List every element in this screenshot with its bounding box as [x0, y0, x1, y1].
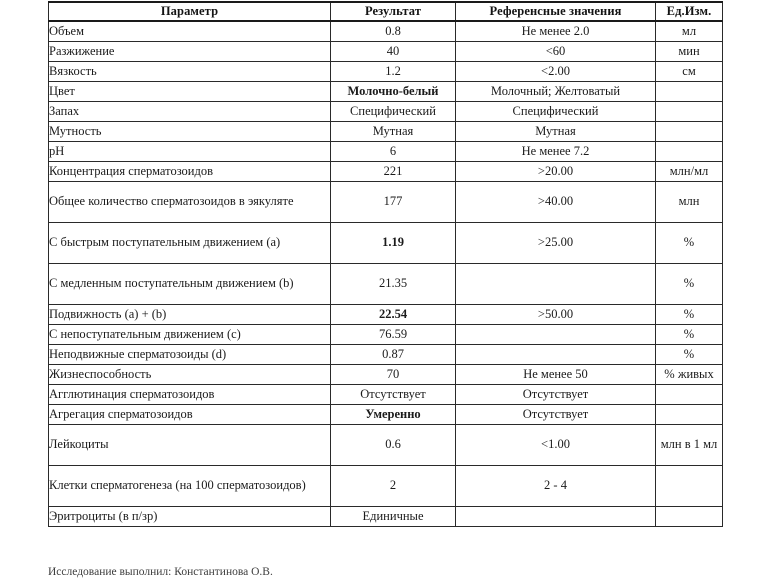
cell-unit: % [656, 223, 723, 264]
table-row [49, 425, 723, 466]
cell-parameter: С непоступательным движением (c) [49, 325, 331, 345]
cell-result: 76.59 [331, 325, 456, 345]
cell-parameter: Вязкость [49, 62, 331, 82]
table-row [49, 466, 723, 507]
cell-reference-range: <2.00 [456, 62, 656, 82]
cell-parameter: Лейкоциты [49, 425, 331, 466]
cell-reference-range: >25.00 [456, 223, 656, 264]
table-row [49, 82, 723, 102]
cell-result: 22.54 [331, 305, 456, 325]
cell-parameter: Цвет [49, 82, 331, 102]
cell-result: Умеренно [331, 405, 456, 425]
cell-parameter: pH [49, 142, 331, 162]
table-header [49, 2, 723, 21]
cell-unit: см [656, 62, 723, 82]
cell-unit [656, 102, 723, 122]
cell-result: 70 [331, 365, 456, 385]
cell-reference-range: >40.00 [456, 182, 656, 223]
table-row [49, 325, 723, 345]
cell-result: 221 [331, 162, 456, 182]
cell-unit: млн в 1 мл [656, 425, 723, 466]
cell-parameter: Жизнеспособность [49, 365, 331, 385]
table-row [49, 507, 723, 527]
cell-result: 6 [331, 142, 456, 162]
cell-unit [656, 466, 723, 507]
cell-result: 0.6 [331, 425, 456, 466]
table-header-row [49, 2, 723, 21]
cell-result: 0.8 [331, 21, 456, 42]
table-row [49, 264, 723, 305]
cell-unit [656, 142, 723, 162]
lab-results-table-container [48, 1, 722, 527]
table-row [49, 62, 723, 82]
cell-result: Отсутствует [331, 385, 456, 405]
cell-unit [656, 122, 723, 142]
table-row [49, 385, 723, 405]
cell-reference-range: <1.00 [456, 425, 656, 466]
cell-parameter: Эритроциты (в п/зр) [49, 507, 331, 527]
cell-unit: мин [656, 42, 723, 62]
cell-unit [656, 405, 723, 425]
lab-results-table [48, 1, 723, 527]
cell-result: 177 [331, 182, 456, 223]
cell-reference-range: Не менее 50 [456, 365, 656, 385]
cell-result: 40 [331, 42, 456, 62]
cell-unit: % [656, 345, 723, 365]
table-row [49, 223, 723, 264]
cell-result: 2 [331, 466, 456, 507]
cell-parameter: Запах [49, 102, 331, 122]
table-row [49, 21, 723, 42]
cell-reference-range: Отсутствует [456, 385, 656, 405]
table-row [49, 305, 723, 325]
cell-parameter: С быстрым поступательным движением (a) [49, 223, 331, 264]
cell-unit [656, 82, 723, 102]
cell-unit: млн [656, 182, 723, 223]
cell-result: 1.2 [331, 62, 456, 82]
column-header-parameter: Параметр [49, 2, 331, 21]
cell-unit: % [656, 264, 723, 305]
cell-parameter: Клетки сперматогенеза (на 100 сперматозоидов) [49, 466, 331, 507]
cell-result: Мутная [331, 122, 456, 142]
cell-reference-range: 2 - 4 [456, 466, 656, 507]
table-row [49, 102, 723, 122]
cell-reference-range: Не менее 7.2 [456, 142, 656, 162]
cell-parameter: Объем [49, 21, 331, 42]
cell-reference-range [456, 325, 656, 345]
performed-by-note: Исследование выполнил: Константинова О.В. [48, 566, 273, 578]
cell-reference-range: Специфический [456, 102, 656, 122]
cell-reference-range [456, 507, 656, 527]
cell-parameter: Разжижение [49, 42, 331, 62]
cell-unit: % [656, 325, 723, 345]
cell-result: 21.35 [331, 264, 456, 305]
cell-reference-range [456, 264, 656, 305]
cell-reference-range: Мутная [456, 122, 656, 142]
cell-reference-range [456, 345, 656, 365]
cell-unit: мл [656, 21, 723, 42]
cell-reference-range: Не менее 2.0 [456, 21, 656, 42]
cell-reference-range: >50.00 [456, 305, 656, 325]
table-row [49, 365, 723, 385]
cell-result: Специфический [331, 102, 456, 122]
table-row [49, 405, 723, 425]
cell-reference-range: Молочный; Желтоватый [456, 82, 656, 102]
table-row [49, 42, 723, 62]
cell-parameter: Неподвижные сперматозоиды (d) [49, 345, 331, 365]
cell-result: 1.19 [331, 223, 456, 264]
cell-parameter: Концентрация сперматозоидов [49, 162, 331, 182]
table-row [49, 182, 723, 223]
cell-parameter: С медленным поступательным движением (b) [49, 264, 331, 305]
table-row [49, 122, 723, 142]
column-header-result: Результат [331, 2, 456, 21]
cell-result: Единичные [331, 507, 456, 527]
cell-parameter: Подвижность (a) + (b) [49, 305, 331, 325]
table-row [49, 162, 723, 182]
column-header-units: Ед.Изм. [656, 2, 723, 21]
cell-parameter: Общее количество сперматозоидов в эякуляте [49, 182, 331, 223]
cell-unit: % живых [656, 365, 723, 385]
cell-result: 0.87 [331, 345, 456, 365]
cell-unit [656, 507, 723, 527]
cell-parameter: Мутность [49, 122, 331, 142]
cell-unit [656, 385, 723, 405]
cell-result: Молочно-белый [331, 82, 456, 102]
cell-reference-range: Отсутствует [456, 405, 656, 425]
cell-reference-range: >20.00 [456, 162, 656, 182]
cell-unit: млн/мл [656, 162, 723, 182]
column-header-reference: Референсные значения [456, 2, 656, 21]
table-body [49, 21, 723, 527]
cell-unit: % [656, 305, 723, 325]
cell-reference-range: <60 [456, 42, 656, 62]
table-row [49, 345, 723, 365]
cell-parameter: Агглютинация сперматозоидов [49, 385, 331, 405]
cell-parameter: Агрегация сперматозоидов [49, 405, 331, 425]
table-row [49, 142, 723, 162]
